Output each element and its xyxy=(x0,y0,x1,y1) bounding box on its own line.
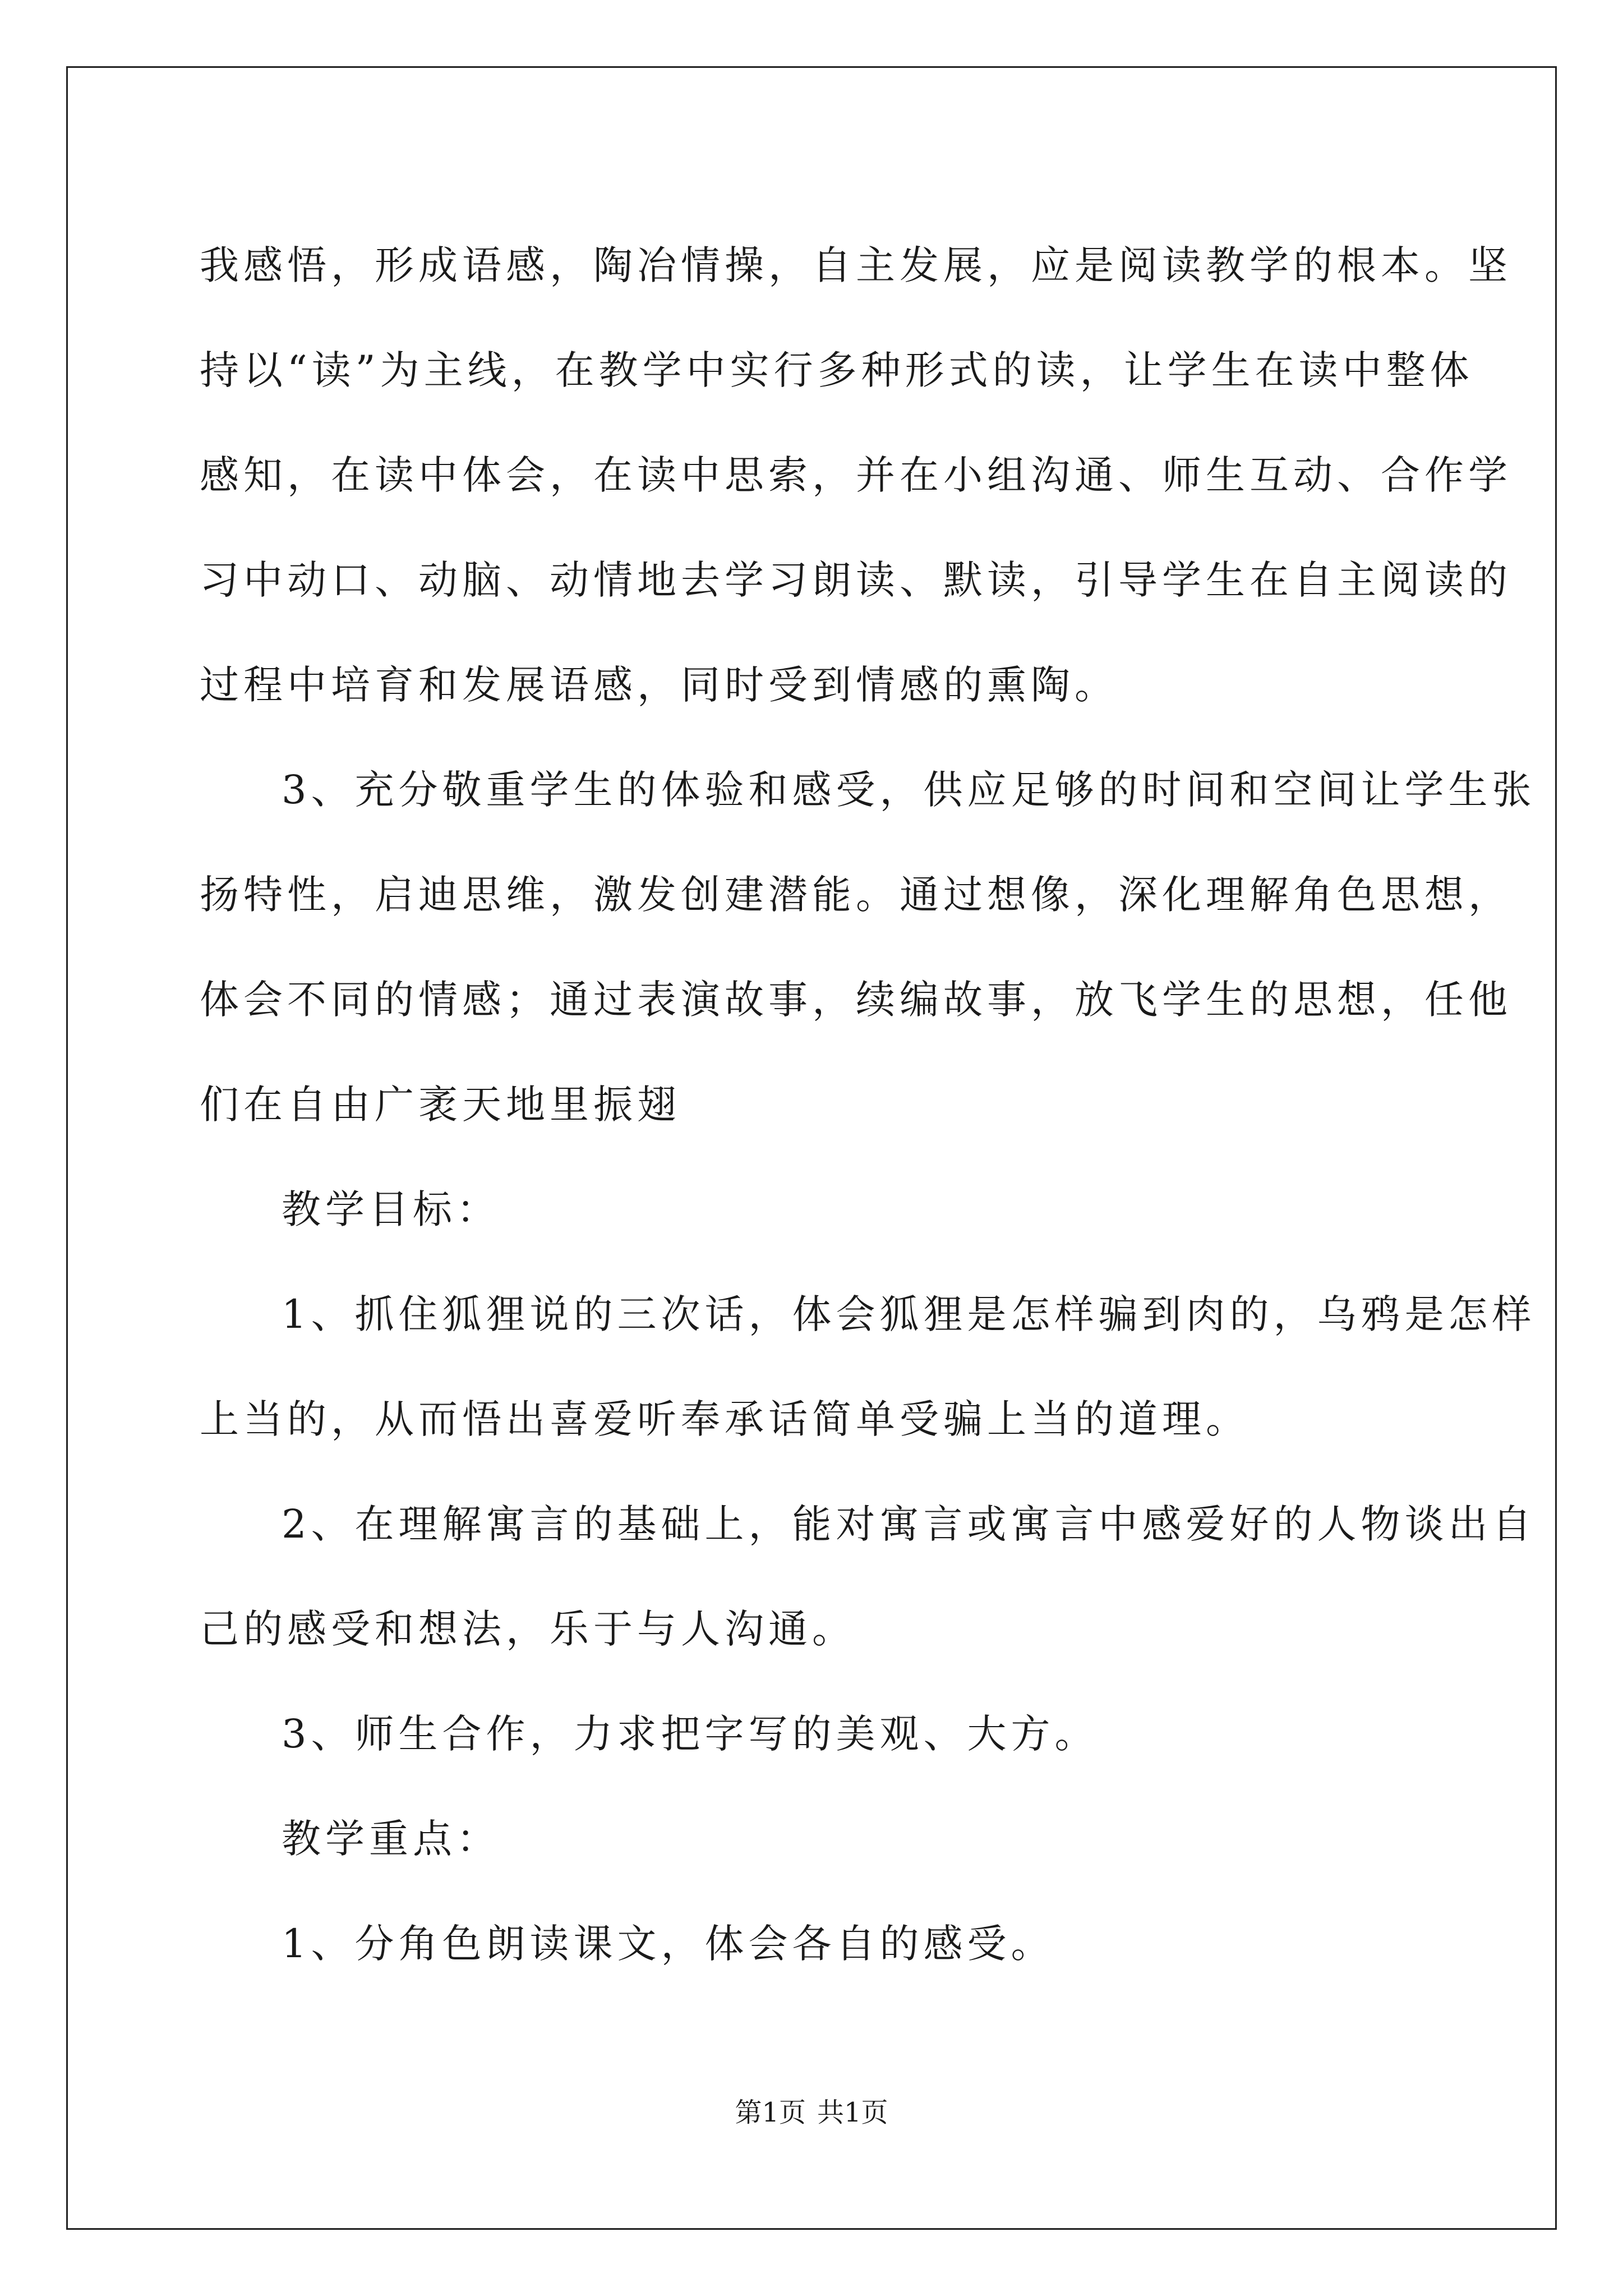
text-line: 们在自由广袤天地里振翅 xyxy=(200,1082,681,1128)
text-line: 体会不同的情感；通过表演故事，续编故事，放飞学生的思想，任他 xyxy=(200,977,1512,1023)
text-line: 过程中培育和发展语感，同时受到情感的熏陶。 xyxy=(200,662,1118,708)
text-line: 感知，在读中体会，在读中思索，并在小组沟通、师生互动、合作学 xyxy=(200,452,1512,498)
section-heading: 教学目标： xyxy=(282,1186,500,1232)
text-line: 1、抓住狐狸说的三次话，体会狐狸是怎样骗到肉的，乌鸦是怎样 xyxy=(282,1291,1536,1337)
text-line: 上当的，从而悟出喜爱听奉承话简单受骗上当的道理。 xyxy=(200,1396,1249,1442)
section-heading: 教学重点： xyxy=(282,1816,500,1862)
text-line: 扬特性，启迪思维，激发创建潜能。通过想像，深化理解角色思想， xyxy=(200,872,1512,918)
text-line: 3、师生合作，力求把字写的美观、大方。 xyxy=(282,1711,1099,1757)
text-line: 2、在理解寓言的基础上，能对寓言或寓言中感爱好的人物谈出自 xyxy=(282,1501,1536,1547)
text-line: 习中动口、动脑、动情地去学习朗读、默读，引导学生在自主阅读的 xyxy=(200,557,1512,603)
text-line: 我感悟，形成语感，陶冶情操，自主发展，应是阅读教学的根本。坚 xyxy=(200,242,1512,288)
text-line: 1、分角色朗读课文，体会各自的感受。 xyxy=(282,1921,1055,1967)
page-total: 共1页 xyxy=(817,2097,888,2128)
text-line: 己的感受和想法，乐于与人沟通。 xyxy=(200,1606,856,1652)
page-footer xyxy=(0,2091,1623,2129)
text-line: 3、充分敬重学生的体验和感受，供应足够的时间和空间让学生张 xyxy=(282,767,1536,813)
page-number: 第1页 xyxy=(735,2097,806,2128)
document-body xyxy=(200,213,1536,1996)
text-line: 持以“读”为主线，在教学中实行多种形式的读，让学生在读中整体 xyxy=(200,347,1474,393)
